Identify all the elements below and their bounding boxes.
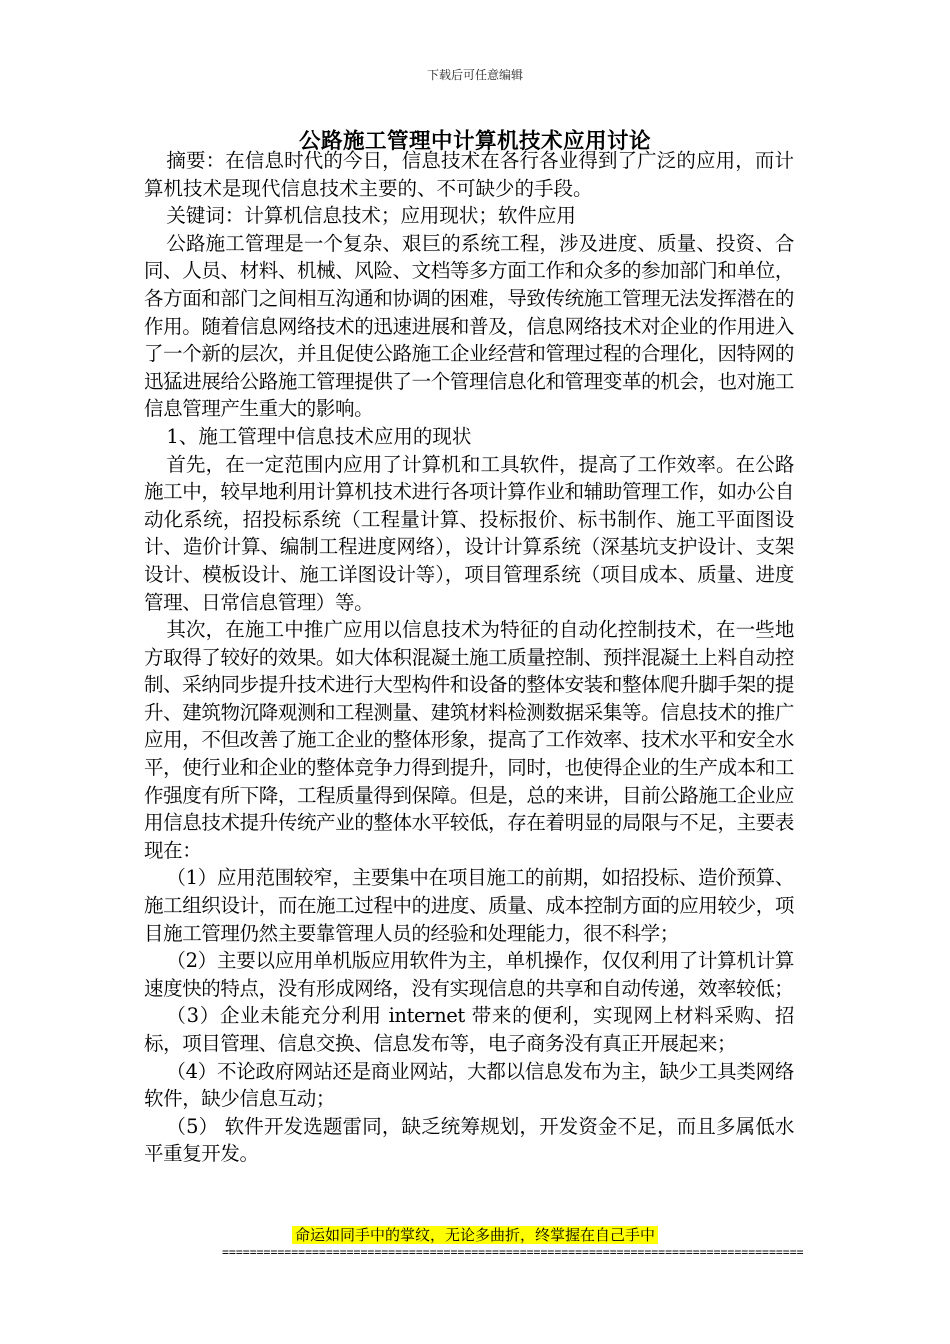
section-heading: 1、施工管理中信息技术应用的现状 (166, 424, 472, 448)
keywords-paragraph: 关键词：计算机信息技术；应用现状；软件应用 (166, 204, 576, 228)
header-note: 下载后可任意编辑 (426, 68, 523, 82)
list-item: （5） 软件开发选题雷同，缺乏统筹规划，开发资金不足，而且多属低水平重复开发。 (144, 1114, 794, 1166)
list-item: （3）企业未能充分利用 internet 带来的便利，实现网上材料采购、招标，项目管理、信息交换、信息发布等，电子商务没有真正开展起来； (144, 1004, 794, 1055)
list-item: （2）主要以应用单机版应用软件为主，单机操作，仅仅利用了计算机计算速度快的特点，没有形成网络，没有实现信息的共享和自动传递，效率较低； (144, 949, 794, 1000)
footer-banner (0, 1224, 950, 1245)
document-title: 公路施工管理中计算机技术应用讨论 (298, 129, 651, 154)
footer-divider: ==================================================================================== (222, 1246, 804, 1259)
list-item: （1）应用范围较窄，主要集中在项目施工的前期，如招投标、造价预算、施工组织设计，而在施工过程中的进度、质量、成本控制方面的应用较少，项目施工管理仍然主要靠管理人员的经验和处理能力，很不科学； (144, 866, 794, 945)
body-paragraph: 首先，在一定范围内应用了计算机和工具软件，提高了工作效率。在公路施工中，较早地利用计算机技术进行各项计算作业和辅助管理工作，如办公自动化系统，招投标系统（工程量计算、投标报价、标书制作、施工平面图设计、造价计算、编制工程进度网络），设计计算系统（深基坑支护设计、支架设计、模板设计、施工详图设计等），项目管理系统（项目成本、质量、进度管理、日常信息管理）等。 (144, 452, 794, 614)
list-item: （4）不论政府网站还是商业网站，大都以信息发布为主，缺少工具类网络软件，缺少信息互动； (144, 1059, 794, 1111)
intro-paragraph: 公路施工管理是一个复杂、艰巨的系统工程，涉及进度、质量、投资、合同、人员、材料、机械、风险、文档等多方面工作和众多的参加部门和单位，各方面和部门之间相互沟通和协调的困难，导致传统施工管理无法发挥潜在的作用。随着信息网络技术的迅速进展和普及，信息网络技术对企业的作用进入了一个新的层次，并且促使公路施工企业经营和管理过程的合理化，因特网的迅猛进展给公路施工管理提供了一个管理信息化和管理变革的机会，也对施工信息管理产生重大的影响。 (144, 231, 794, 421)
body-paragraph: 其次，在施工中推广应用以信息技术为特征的自动化控制技术，在一些地方取得了较好的效果。如大体积混凝土施工质量控制、预拌混凝土上料自动控制、采纳同步提升技术进行大型构件和设备的整体安装和整体爬升脚手架的提升、建筑物沉降观测和工程测量、建筑材料检测数据采集等。信息技术的推广应用，不但改善了施工企业的整体形象，提高了工作效率、技术水平和安全水平，使行业和企业的整体竞争力得到提升，同时，也使得企业的生产成本和工作强度有所下降，工程质量得到保障。但是，总的来讲，目前公路施工企业应用信息技术提升传统产业的整体水平较低，存在着明显的局限与不足，主要表现在： (144, 618, 794, 862)
document-body (144, 147, 794, 1168)
footer-banner-text: 命运如同手中的掌纹，无论多曲折，终掌握在自己手中 (292, 1226, 658, 1244)
abstract-paragraph: 摘要：在信息时代的今日，信息技术在各行各业得到了广泛的应用，而计算机技术是现代信息技术主要的、不可缺少的手段。 (144, 149, 794, 200)
